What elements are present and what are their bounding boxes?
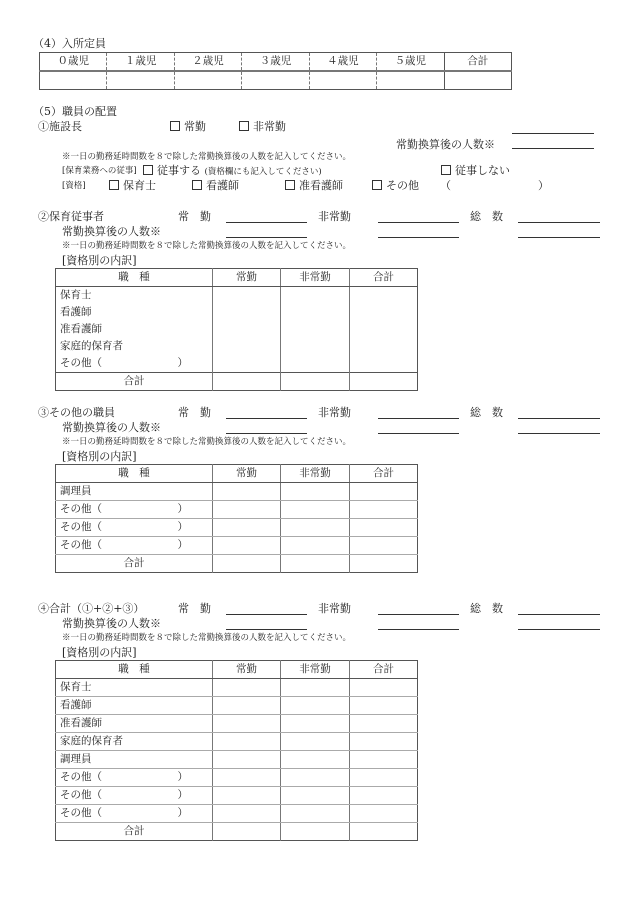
fulltime-cell[interactable] — [213, 769, 281, 787]
total-blank[interactable] — [518, 418, 600, 419]
parttime-blank[interactable] — [378, 614, 459, 615]
job-name-other[interactable] — [56, 519, 213, 537]
parttime-cell[interactable] — [281, 338, 350, 355]
table-row-other — [56, 355, 418, 373]
section-5-title: （5）職員の配置 — [33, 105, 117, 118]
other-label: その他（ — [60, 807, 102, 820]
parttime-cell[interactable] — [281, 537, 350, 555]
total-blank[interactable] — [518, 614, 600, 615]
breakdown-label: [資格別の内訳] — [62, 646, 137, 659]
qual-other-close-paren: ） — [538, 179, 549, 192]
table-row-other — [56, 501, 418, 519]
parttime-label: 非常勤 — [318, 210, 351, 223]
total-row — [56, 823, 418, 841]
fte-note: ※一日の勤務延時間数を８で除した常勤換算後の人数を記入してください。 — [62, 633, 352, 643]
fulltime-blank[interactable] — [226, 222, 307, 223]
parttime-cell[interactable] — [281, 805, 350, 823]
other-label: その他（ — [60, 539, 102, 552]
header-job: 職 種 — [56, 269, 213, 287]
close-paren: ） — [177, 771, 188, 784]
table-row — [56, 483, 418, 501]
fulltime-cell[interactable] — [213, 519, 281, 537]
director-count-blank[interactable] — [512, 133, 594, 134]
other-staff-label: ③その他の職員 — [38, 406, 115, 419]
total-cell[interactable] — [350, 555, 418, 573]
checkbox[interactable] — [170, 121, 180, 131]
option-label: その他 — [386, 179, 419, 192]
fte-total-blank[interactable] — [518, 237, 600, 238]
table-row-other — [56, 519, 418, 537]
table-row — [56, 751, 418, 769]
total-cell[interactable] — [350, 304, 418, 321]
job-name-other[interactable] — [56, 787, 213, 805]
table-row — [56, 679, 418, 697]
option-label: 従事しない — [455, 164, 510, 177]
total-cell[interactable] — [350, 697, 418, 715]
checkbox[interactable] — [192, 180, 202, 190]
parttime-cell[interactable] — [281, 501, 350, 519]
table-row — [56, 715, 418, 733]
parttime-blank[interactable] — [378, 418, 459, 419]
parttime-cell[interactable] — [281, 483, 350, 501]
capacity-cell[interactable] — [377, 71, 444, 90]
fte-fulltime-blank[interactable] — [226, 237, 307, 238]
fulltime-cell[interactable] — [213, 805, 281, 823]
job-name: 准看護師 — [60, 323, 102, 336]
job-name-other[interactable] — [56, 355, 213, 373]
parttime-label: 非常勤 — [318, 602, 351, 615]
job-name: 看護師 — [60, 306, 92, 319]
close-paren: ） — [177, 807, 188, 820]
capacity-cell[interactable] — [242, 71, 309, 90]
capacity-header: １歳児 — [107, 53, 174, 72]
fulltime-cell[interactable] — [213, 287, 281, 305]
table-row — [56, 733, 418, 751]
checkbox[interactable] — [441, 165, 451, 175]
parttime-cell[interactable] — [281, 751, 350, 769]
job-name: 家庭的保育者 — [60, 340, 123, 353]
option-label: 非常勤 — [253, 120, 286, 133]
director-fte-label: 常勤換算後の人数※ — [396, 138, 495, 151]
qual-option-nursery-teacher[interactable] — [109, 180, 156, 191]
total-cell[interactable] — [350, 751, 418, 769]
job-name: 調理員 — [56, 483, 213, 501]
job-name: 保育士 — [56, 679, 213, 697]
table-row-other — [56, 537, 418, 555]
capacity-cell[interactable] — [107, 71, 174, 90]
table-row-other — [56, 805, 418, 823]
close-paren: ） — [177, 503, 188, 516]
option-label: 准看護師 — [299, 179, 343, 192]
header-job: 職 種 — [56, 661, 213, 679]
parttime-cell[interactable] — [281, 304, 350, 321]
fte-label: 常勤換算後の人数※ — [62, 421, 161, 434]
fulltime-blank[interactable] — [226, 614, 307, 615]
total-cell[interactable] — [350, 823, 418, 841]
fte-note: ※一日の勤務延時間数を８で除した常勤換算後の人数を記入してください。 — [62, 241, 352, 251]
fulltime-cell[interactable] — [213, 483, 281, 501]
fte-total-blank[interactable] — [518, 433, 600, 434]
job-name: 准看護師 — [56, 715, 213, 733]
total-cell[interactable] — [350, 501, 418, 519]
parttime-cell[interactable] — [281, 697, 350, 715]
breakdown-label: [資格別の内訳] — [62, 450, 137, 463]
fulltime-cell[interactable] — [213, 321, 281, 338]
director-parttime-option[interactable] — [239, 121, 286, 132]
close-paren: ） — [177, 357, 188, 370]
director-fte-blank[interactable] — [512, 148, 594, 149]
option-label: 保育士 — [123, 179, 156, 192]
checkbox[interactable] — [239, 121, 249, 131]
fulltime-cell[interactable] — [213, 733, 281, 751]
total-cell[interactable] — [350, 287, 418, 305]
other-label: その他（ — [60, 503, 102, 516]
grand-total-table — [55, 660, 418, 841]
total-label: 総 数 — [470, 602, 503, 615]
parttime-cell[interactable] — [281, 715, 350, 733]
table-row — [56, 697, 418, 715]
total-cell[interactable] — [350, 373, 418, 391]
capacity-cell-total[interactable] — [444, 71, 511, 90]
header-total: 合計 — [350, 269, 418, 287]
qual-option-assistant-nurse[interactable] — [285, 180, 343, 191]
fulltime-label: 常 勤 — [178, 602, 211, 615]
option-label: 従事する — [157, 164, 201, 177]
fulltime-label: 常 勤 — [178, 210, 211, 223]
header-job: 職 種 — [56, 465, 213, 483]
total-blank[interactable] — [518, 222, 600, 223]
parttime-cell[interactable] — [281, 373, 350, 391]
total-label: 総 数 — [470, 406, 503, 419]
capacity-header: ０歳児 — [40, 53, 107, 72]
job-name: 調理員 — [56, 751, 213, 769]
header-total: 合計 — [350, 661, 418, 679]
parttime-cell[interactable] — [281, 287, 350, 305]
capacity-header: ３歳児 — [242, 53, 309, 72]
capacity-cell[interactable] — [309, 71, 376, 90]
total-row-label: 合計 — [56, 823, 213, 841]
total-cell[interactable] — [350, 769, 418, 787]
other-label: その他（ — [60, 357, 102, 370]
parttime-cell[interactable] — [281, 787, 350, 805]
fulltime-blank[interactable] — [226, 418, 307, 419]
job-name-other[interactable] — [56, 805, 213, 823]
table-row — [56, 304, 418, 321]
job-name: 家庭的保育者 — [56, 733, 213, 751]
fulltime-cell[interactable] — [213, 823, 281, 841]
total-label: 総 数 — [470, 210, 503, 223]
fulltime-cell[interactable] — [213, 338, 281, 355]
table-row — [56, 338, 418, 355]
checkbox[interactable] — [372, 180, 382, 190]
capacity-header-total: 合計 — [444, 53, 511, 72]
total-row-label: 合計 — [56, 555, 213, 573]
close-paren: ） — [177, 521, 188, 534]
job-name-other[interactable] — [56, 769, 213, 787]
table-row-other — [56, 787, 418, 805]
childcare-staff-label: ②保育従事者 — [38, 210, 104, 223]
childcare-yes-option[interactable] — [143, 165, 322, 177]
table-row-other — [56, 769, 418, 787]
total-cell[interactable] — [350, 519, 418, 537]
capacity-cell[interactable] — [40, 71, 107, 90]
total-cell[interactable] — [350, 787, 418, 805]
header-parttime: 非常勤 — [281, 465, 350, 483]
total-cell[interactable] — [350, 321, 418, 338]
qual-option-other[interactable] — [372, 180, 419, 191]
table-row — [56, 287, 418, 305]
checkbox[interactable] — [143, 165, 153, 175]
header-parttime: 非常勤 — [281, 661, 350, 679]
total-cell[interactable] — [350, 483, 418, 501]
qualification-label: [資格] — [62, 181, 86, 191]
total-cell[interactable] — [350, 338, 418, 355]
close-paren: ） — [177, 789, 188, 802]
parttime-blank[interactable] — [378, 222, 459, 223]
parttime-cell[interactable] — [281, 321, 350, 338]
parttime-cell[interactable] — [281, 823, 350, 841]
fulltime-cell[interactable] — [213, 355, 281, 373]
checkbox[interactable] — [285, 180, 295, 190]
total-cell[interactable] — [350, 679, 418, 697]
total-cell[interactable] — [350, 715, 418, 733]
fte-total-blank[interactable] — [518, 629, 600, 630]
fulltime-cell[interactable] — [213, 751, 281, 769]
capacity-cell[interactable] — [174, 71, 241, 90]
other-staff-table — [55, 464, 418, 573]
job-name-other[interactable] — [56, 537, 213, 555]
other-label: その他（ — [60, 521, 102, 534]
option-note: (資格欄にも記入してください) — [204, 167, 322, 177]
fte-parttime-blank[interactable] — [378, 433, 459, 434]
fulltime-cell[interactable] — [213, 537, 281, 555]
capacity-header: ５歳児 — [377, 53, 444, 72]
fulltime-cell[interactable] — [213, 679, 281, 697]
fte-parttime-blank[interactable] — [378, 629, 459, 630]
fte-note: ※一日の勤務延時間数を８で除した常勤換算後の人数を記入してください。 — [62, 437, 352, 447]
qual-other-open-paren: （ — [440, 179, 451, 192]
total-cell[interactable] — [350, 537, 418, 555]
total-cell[interactable] — [350, 355, 418, 373]
fte-parttime-blank[interactable] — [378, 237, 459, 238]
director-fulltime-option[interactable] — [170, 121, 206, 132]
parttime-label: 非常勤 — [318, 406, 351, 419]
job-name: 保育士 — [60, 289, 92, 302]
header-fulltime: 常勤 — [213, 269, 281, 287]
fulltime-cell[interactable] — [213, 787, 281, 805]
grand-total-label: ④合計（①+②+③） — [38, 602, 145, 615]
childcare-no-option[interactable] — [441, 165, 510, 176]
childcare-staff-table — [55, 268, 418, 391]
total-cell[interactable] — [350, 733, 418, 751]
parttime-cell[interactable] — [281, 769, 350, 787]
header-parttime: 非常勤 — [281, 269, 350, 287]
fte-fulltime-blank[interactable] — [226, 433, 307, 434]
total-cell[interactable] — [350, 805, 418, 823]
parttime-cell[interactable] — [281, 519, 350, 537]
fte-label: 常勤換算後の人数※ — [62, 225, 161, 238]
header-fulltime: 常勤 — [213, 465, 281, 483]
childcare-duty-label: [保育業務への従事] — [62, 166, 137, 176]
fulltime-cell[interactable] — [213, 501, 281, 519]
parttime-cell[interactable] — [281, 733, 350, 751]
breakdown-label: [資格別の内訳] — [62, 254, 137, 267]
fulltime-cell[interactable] — [213, 304, 281, 321]
job-name: 看護師 — [56, 697, 213, 715]
capacity-header: ４歳児 — [309, 53, 376, 72]
other-label: その他（ — [60, 789, 102, 802]
total-row-label: 合計 — [56, 373, 213, 391]
parttime-cell[interactable] — [281, 555, 350, 573]
director-label: ①施設長 — [38, 120, 82, 133]
fte-note: ※一日の勤務延時間数を８で除した常勤換算後の人数を記入してください。 — [62, 152, 352, 162]
header-fulltime: 常勤 — [213, 661, 281, 679]
fulltime-cell[interactable] — [213, 697, 281, 715]
total-row — [56, 555, 418, 573]
qual-option-nurse[interactable] — [192, 180, 239, 191]
fulltime-label: 常 勤 — [178, 406, 211, 419]
other-label: その他（ — [60, 771, 102, 784]
fte-fulltime-blank[interactable] — [226, 629, 307, 630]
option-label: 看護師 — [206, 179, 239, 192]
parttime-cell[interactable] — [281, 355, 350, 373]
header-total: 合計 — [350, 465, 418, 483]
fte-label: 常勤換算後の人数※ — [62, 617, 161, 630]
total-row — [56, 373, 418, 391]
fulltime-cell[interactable] — [213, 555, 281, 573]
job-name-other[interactable] — [56, 501, 213, 519]
close-paren: ） — [177, 539, 188, 552]
fulltime-cell[interactable] — [213, 715, 281, 733]
section-4-title: （4）入所定員 — [33, 37, 106, 50]
fulltime-cell[interactable] — [213, 373, 281, 391]
capacity-header: ２歳児 — [174, 53, 241, 72]
capacity-table — [39, 52, 512, 90]
table-row — [56, 321, 418, 338]
option-label: 常勤 — [184, 120, 206, 133]
parttime-cell[interactable] — [281, 679, 350, 697]
checkbox[interactable] — [109, 180, 119, 190]
